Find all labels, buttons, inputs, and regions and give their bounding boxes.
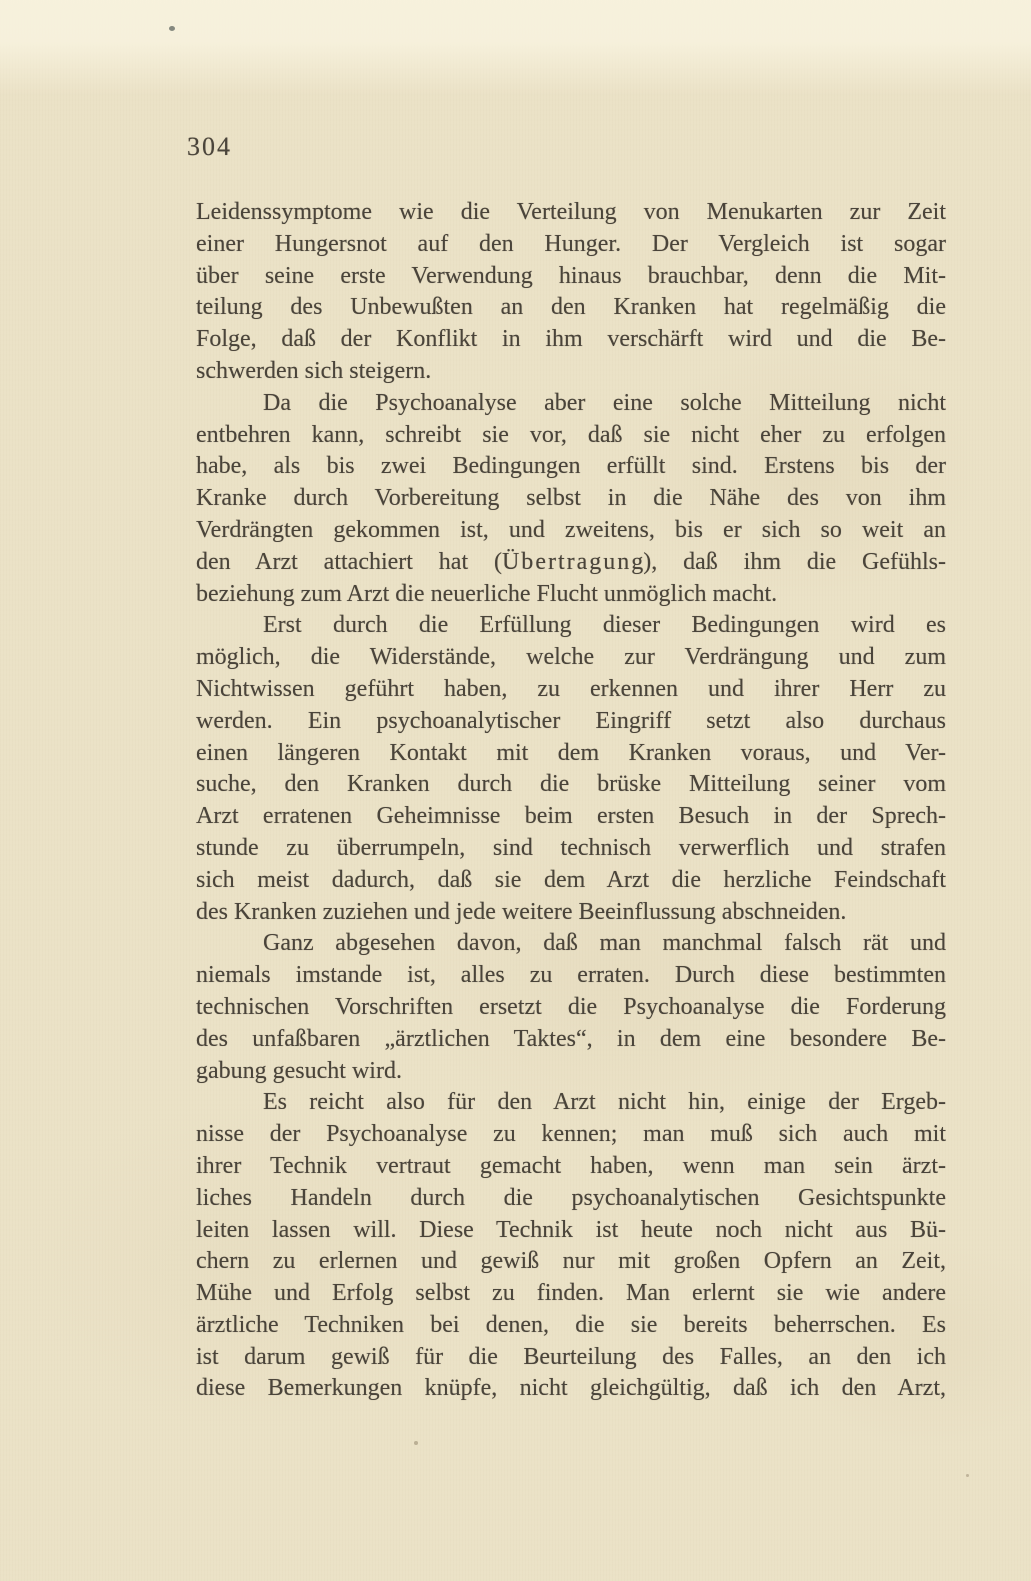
text-line: Arzt erratenen Geheimnisse beim ersten Besuch in der Sprech- (196, 803, 946, 830)
text-line: technischen Vorschriften ersetzt die Psychoanalyse die Forderung (196, 993, 946, 1020)
text-line: liches Handeln durch die psychoanalytischen Gesichtspunkte (196, 1184, 946, 1211)
text-line: nisse der Psychoanalyse zu kennen; man muß sich auch mit (196, 1121, 946, 1148)
text-line: stunde zu überrumpeln, sind technisch verwerflich und strafen (196, 834, 946, 861)
text-line: den Arzt attachiert hat (Ü b e r t r a g u n g), daß ihm die Gefühls- (196, 548, 946, 575)
text-line: habe, als bis zwei Bedingungen erfüllt sind. Erstens bis der (196, 453, 946, 480)
paragraph (196, 928, 946, 1087)
text-line: Erst durch die Erfüllung dieser Bedingungen wird es (263, 612, 946, 639)
text-line: einer Hungersnot auf den Hunger. Der Vergleich ist sogar (196, 230, 946, 257)
text-line: Verdrängten gekommen ist, und zweitens, bis er sich so weit an (196, 516, 946, 543)
text-line: diese Bemerkungen knüpfe, nicht gleichgültig, daß ich den Arzt, (196, 1375, 946, 1402)
text-line: teilung des Unbewußten an den Kranken hat regelmäßig die (196, 294, 946, 321)
text-line: des unfaßbaren „ärztlichen Taktes“, in dem eine besondere Be- (196, 1025, 946, 1052)
paragraph (196, 610, 946, 928)
text-line: entbehren kann, schreibt sie vor, daß sie nicht eher zu erfolgen (196, 421, 946, 448)
text-line: des Kranken zuziehen und jede weitere Beeinflussung abschneiden. (196, 898, 847, 925)
paragraph (196, 1087, 946, 1405)
text-line: Es reicht also für den Arzt nicht hin, einige der Ergeb- (263, 1089, 946, 1116)
text-line: Da die Psychoanalyse aber eine solche Mitteilung nicht (263, 389, 946, 416)
paper-speck (169, 26, 175, 31)
paragraph (196, 388, 946, 611)
text-line: Kranke durch Vorbereitung selbst in die Nähe des von ihm (196, 485, 946, 512)
text-line: beziehung zum Arzt die neuerliche Flucht unmöglich macht. (196, 580, 778, 607)
text-block (196, 197, 946, 1405)
text-line: möglich, die Widerstände, welche zur Verdrängung und zum (196, 644, 946, 671)
text-line: einen längeren Kontakt mit dem Kranken voraus, und Ver- (196, 739, 946, 766)
text-line: Leidenssymptome wie die Verteilung von Menukarten zur Zeit (196, 199, 946, 225)
text-line: ihrer Technik vertraut gemacht haben, wenn man sein ärzt- (196, 1152, 946, 1179)
paragraph (196, 197, 946, 388)
text-line: ist darum gewiß für die Beurteilung des Falles, an den ich (196, 1343, 946, 1370)
page-number: 304 (187, 132, 232, 161)
text-line: über seine erste Verwendung hinaus brauchbar, denn die Mit- (196, 262, 946, 289)
text-line: chern zu erlernen und gewiß nur mit großen Opfern an Zeit, (196, 1248, 946, 1275)
paper-speck (414, 1441, 418, 1445)
paper-speck (966, 1474, 969, 1477)
text-line: niemals imstande ist, alles zu erraten. Durch diese bestimmten (196, 962, 946, 989)
text-line: Ganz abgesehen davon, daß man manchmal falsch rät und (263, 930, 946, 957)
text-line: werden. Ein psychoanalytischer Eingriff setzt also durchaus (196, 707, 946, 734)
text-line: Mühe und Erfolg selbst zu finden. Man erlernt sie wie andere (196, 1280, 946, 1307)
text-line: gabung gesucht wird. (196, 1057, 402, 1084)
text-line: suche, den Kranken durch die brüske Mitteilung seiner vom (196, 771, 946, 798)
text-line: sich meist dadurch, daß sie dem Arzt die herzliche Feindschaft (196, 866, 946, 893)
text-line: ärztliche Techniken bei denen, die sie bereits beherrschen. Es (196, 1311, 946, 1338)
text-line: leiten lassen will. Diese Technik ist heute noch nicht aus Bü- (196, 1216, 946, 1243)
text-line: Nichtwissen geführt haben, zu erkennen und ihrer Herr zu (196, 675, 946, 702)
text-line: schwerden sich steigern. (196, 357, 432, 384)
text-line: Folge, daß der Konflikt in ihm verschärft wird und die Be- (196, 326, 946, 353)
